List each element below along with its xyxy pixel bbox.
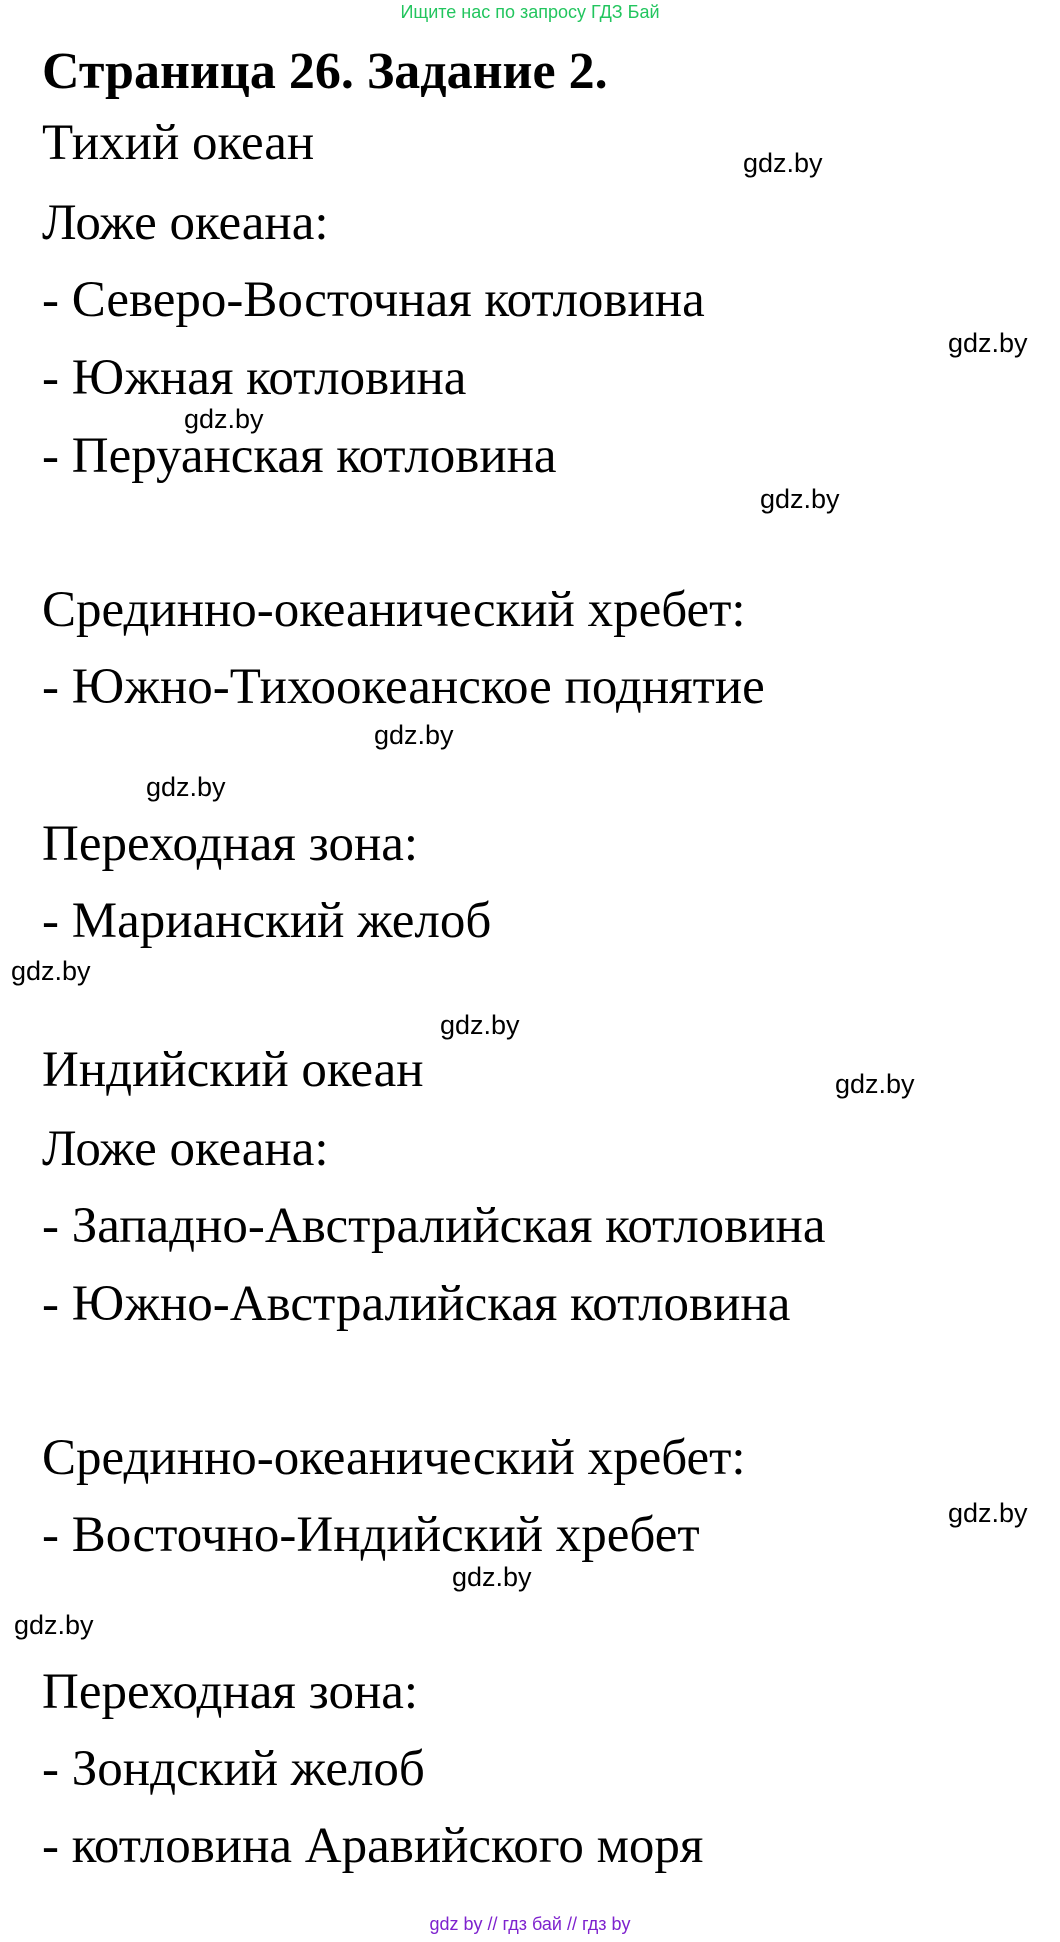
ocean-floor-heading: Ложе океана: xyxy=(42,195,329,251)
watermark: gdz.by xyxy=(948,328,1028,358)
watermark: gdz.by xyxy=(440,1010,520,1040)
list-item: - Южная котловина xyxy=(42,350,467,406)
list-item: - котловина Аравийского моря xyxy=(42,1818,704,1874)
transition-zone-heading: Переходная зона: xyxy=(42,816,419,872)
transition-zone-heading: Переходная зона: xyxy=(42,1664,419,1720)
watermark: gdz.by xyxy=(948,1498,1028,1528)
ridge-heading: Срединно-океанический хребет: xyxy=(42,582,746,638)
list-item: - Северо-Восточная котловина xyxy=(42,272,705,328)
list-item: - Западно-Австралийская котловина xyxy=(42,1198,826,1254)
list-item: - Южно-Австралийская котловина xyxy=(42,1276,791,1332)
bottom-banner: gdz by // гдз бай // гдз by xyxy=(429,1914,631,1934)
list-item: - Зондский желоб xyxy=(42,1741,425,1797)
watermark: gdz.by xyxy=(11,956,91,986)
watermark: gdz.by xyxy=(743,148,823,178)
watermark: gdz.by xyxy=(184,404,264,434)
ocean-name-indian: Индийский океан xyxy=(42,1042,424,1098)
page-title: Страница 26. Задание 2. xyxy=(42,43,608,100)
list-item: - Восточно-Индийский хребет xyxy=(42,1507,700,1563)
list-item: - Перуанская котловина xyxy=(42,428,557,484)
watermark: gdz.by xyxy=(374,720,454,750)
watermark: gdz.by xyxy=(14,1610,94,1640)
watermark: gdz.by xyxy=(452,1562,532,1592)
watermark: gdz.by xyxy=(760,484,840,514)
top-search-banner: Ищите нас по запросу ГДЗ Бай xyxy=(400,2,660,22)
list-item: - Южно-Тихоокеанское поднятие xyxy=(42,659,765,715)
ridge-heading: Срединно-океанический хребет: xyxy=(42,1430,746,1486)
ocean-floor-heading: Ложе океана: xyxy=(42,1121,329,1177)
watermark: gdz.by xyxy=(835,1069,915,1099)
ocean-name-pacific: Тихий океан xyxy=(42,115,315,171)
list-item: - Марианский желоб xyxy=(42,893,492,949)
watermark: gdz.by xyxy=(146,772,226,802)
